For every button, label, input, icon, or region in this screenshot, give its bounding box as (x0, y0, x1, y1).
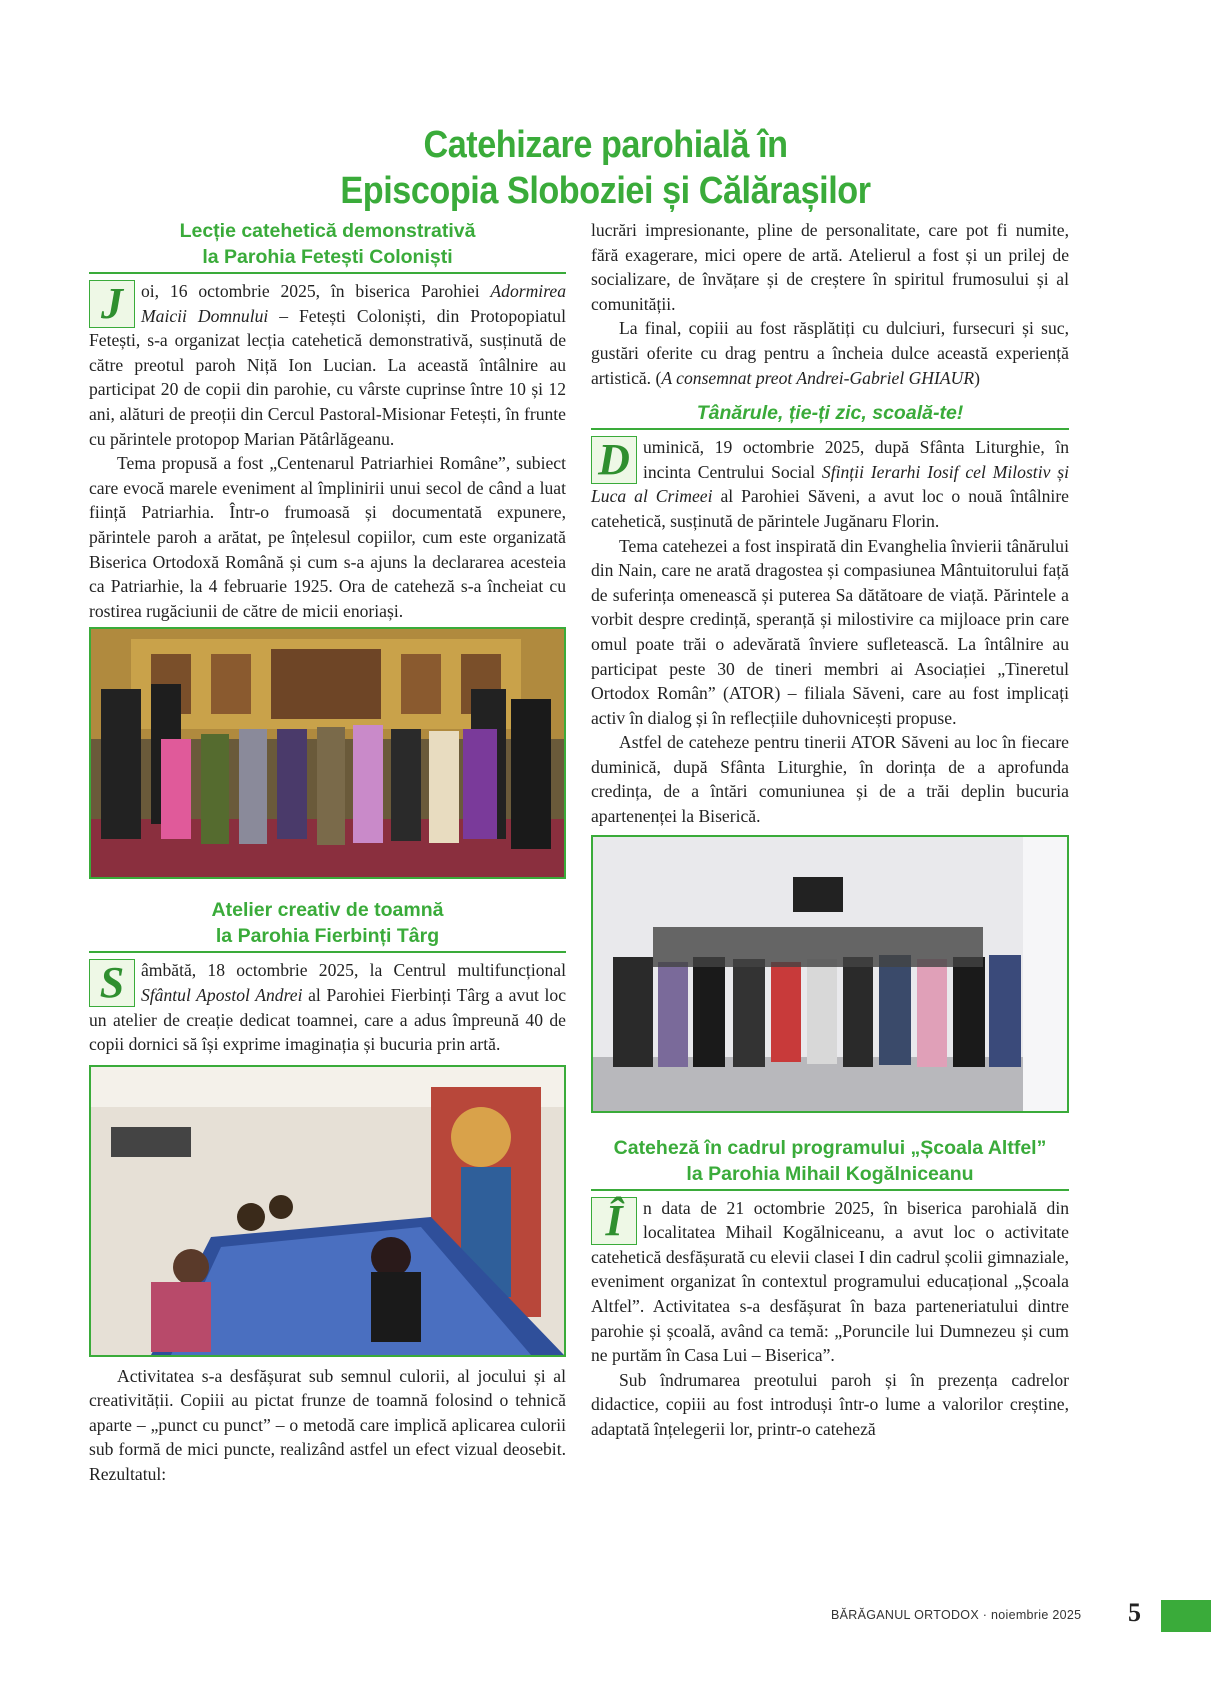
article4-heading: Cateheză în cadrul programului „Școala Altfel” la Parohia Mihail Kogălniceanu (591, 1135, 1069, 1191)
article2-paragraph-3: lucrări impresionante, pline de personalitate, care pot fi numite, fără exagerare, mici opere de artă. Atelierul a fost și un prilej de socializare, de învățare și de creștere în spiritul frumosului și al comunității. (591, 220, 1069, 314)
article1-paragraph-1: J oi, 16 octombrie 2025, în biserica Parohiei Adormirea Maicii Domnului – Fetești Coloniști, din Protopopiatul Fetești, s-a organizat lecția catehetică demonstrativă, susținută de către preotul paroh Niță Ion Lucian. La această întâlnire au participat 20 de copii din parohie, cu vârste cuprinse între 10 și 12 ani, alături de preoții din Cercul Pastoral-Misionar Fetești, în frunte cu părintele protopop Marian Pătârlăgeanu. (89, 279, 566, 449)
photo-fierbinti-workshop (89, 1065, 566, 1357)
article4-paragraph-2: Sub îndrumarea preotului paroh și în prezența cadrelor didactice, copiii au fost introduși într-o lume a valorilor creștine, adaptată înțelegerii lor, printr-o cateheză (591, 1369, 1069, 1439)
article2-paragraph-4: La final, copiii au fost răsplătiți cu dulciuri, fursecuri și suc, gustări oferite cu drag pentru a încheia dulce această experiență artistică. (A consemnat preot Andrei-Gabriel GHIAUR) (591, 318, 1069, 388)
article3-paragraph-2: Tema catehezei a fost inspirată din Evanghelia învierii tânărului din Nain, care ne arată dragostea și compasiunea Mântuitorului față de suferința omenească și puterea Sa dătătoare de viață. Părintele a vorbit despre credință, speranță și milostivire ca mijloace prin care omul poate trăi o adevărată înviere sufletească. La întâlnire au participat peste 30 de tineri membri ai Asociației „Tineretul Ortodox Român” (ATOR) – filiala Săveni, care au fost implicați activ în dialog și în reflecțiile duhovnicești propuse. (591, 535, 1069, 728)
title-line-1: Catehizare parohială în (423, 124, 788, 166)
article3-heading: Tânărule, ție-ți zic, scoală-te! (591, 400, 1069, 430)
photo-saveni-group (591, 835, 1069, 1113)
left-column (89, 218, 566, 1487)
photo-fetesti-group (89, 627, 566, 879)
dropcap: D (591, 436, 637, 484)
article2-paragraph-2: Activitatea s-a desfășurat sub semnul culorii, al jocului și al creativității. Copiii au pictat frunze de toamnă folosind o tehnică aparte – „punct cu punct” – o metodă care implică aplicarea culorii sub formă de mici puncte, realizând astfel un efect vizual deosebit. Rezultatul: (89, 1365, 566, 1485)
right-column (591, 218, 1069, 1442)
dropcap: Î (591, 1197, 637, 1245)
article3-paragraph-1: D uminică, 19 octombrie 2025, după Sfânta Liturghie, în incinta Centrului Social Sfinții Ierarhi Iosif cel Milostiv și Luca al Crimeei al Parohiei Săveni, a avut loc o nouă întâlnire catehetică, susținută de părintele Jugănaru Florin. (591, 435, 1069, 531)
dropcap: J (89, 280, 135, 328)
page-number: 5 (1128, 1598, 1141, 1627)
article2-heading: Atelier creativ de toamnă la Parohia Fierbinți Târg (89, 897, 566, 953)
article2-paragraph-1: S âmbătă, 18 octombrie 2025, la Centrul multifuncțional Sfântul Apostol Andrei al Parohiei Fierbinți Târg a avut loc un atelier de creație dedicat toamnei, care a adus împreună 40 de copii dornici să își exprime imaginația și bucuria prin artă. (89, 958, 566, 1055)
title-line-2: Episcopia Sloboziei și Călărașilor (340, 170, 871, 212)
article4-paragraph-1: Î n data de 21 octombrie 2025, în biserica parohială din localitatea Mihail Kogălniceanu, a avut loc o activitate catehetică desfășurată cu elevii clasei I din cadrul școlii gimnaziale, eveniment organizat în contextul programului educațional „Școala Altfel”. Activitatea s-a desfășurat în baza parteneriatului dintre parohie și școală, având ca temă: „Poruncile lui Dumnezeu și cum ne purtăm în Casa Lui – Biserica”. (591, 1195, 1069, 1366)
dropcap: S (89, 959, 135, 1007)
article1-heading: Lecție catehetică demonstrativă la Parohia Fetești Coloniști (89, 218, 566, 274)
footer-green-bar (1161, 1600, 1211, 1632)
article3-paragraph-3: Astfel de cateheze pentru tinerii ATOR Săveni au loc în fiecare duminică, după Sfânta Liturghie, în dorința de a aprofunda credința, de a întări comuniunea și de a trăi deplin bucuria apartenenței la Biserică. (591, 732, 1069, 827)
page-footer (831, 1600, 1211, 1632)
article1-paragraph-2: Tema propusă a fost „Centenarul Patriarhiei Române”, subiect care evocă marele eveniment al împlinirii unui secol de când a luat ființă Patriarhia. Într-o frumoasă și documentată expunere, părintele paroh a arătat, pe înțelesul copiilor, cum este organizată Biserica Ortodoxă Română și cum s-a ajuns la declararea acesteia ca Patriarhie, la 4 februarie 1925. Ora de cateheză s-a încheiat cu rostirea rugăciunii de către de micii enoriași. (89, 453, 566, 621)
footer-publication: BĂRĂGANUL ORTODOX · noiembrie 2025 (831, 1608, 1082, 1622)
page-title (61, 122, 1151, 214)
